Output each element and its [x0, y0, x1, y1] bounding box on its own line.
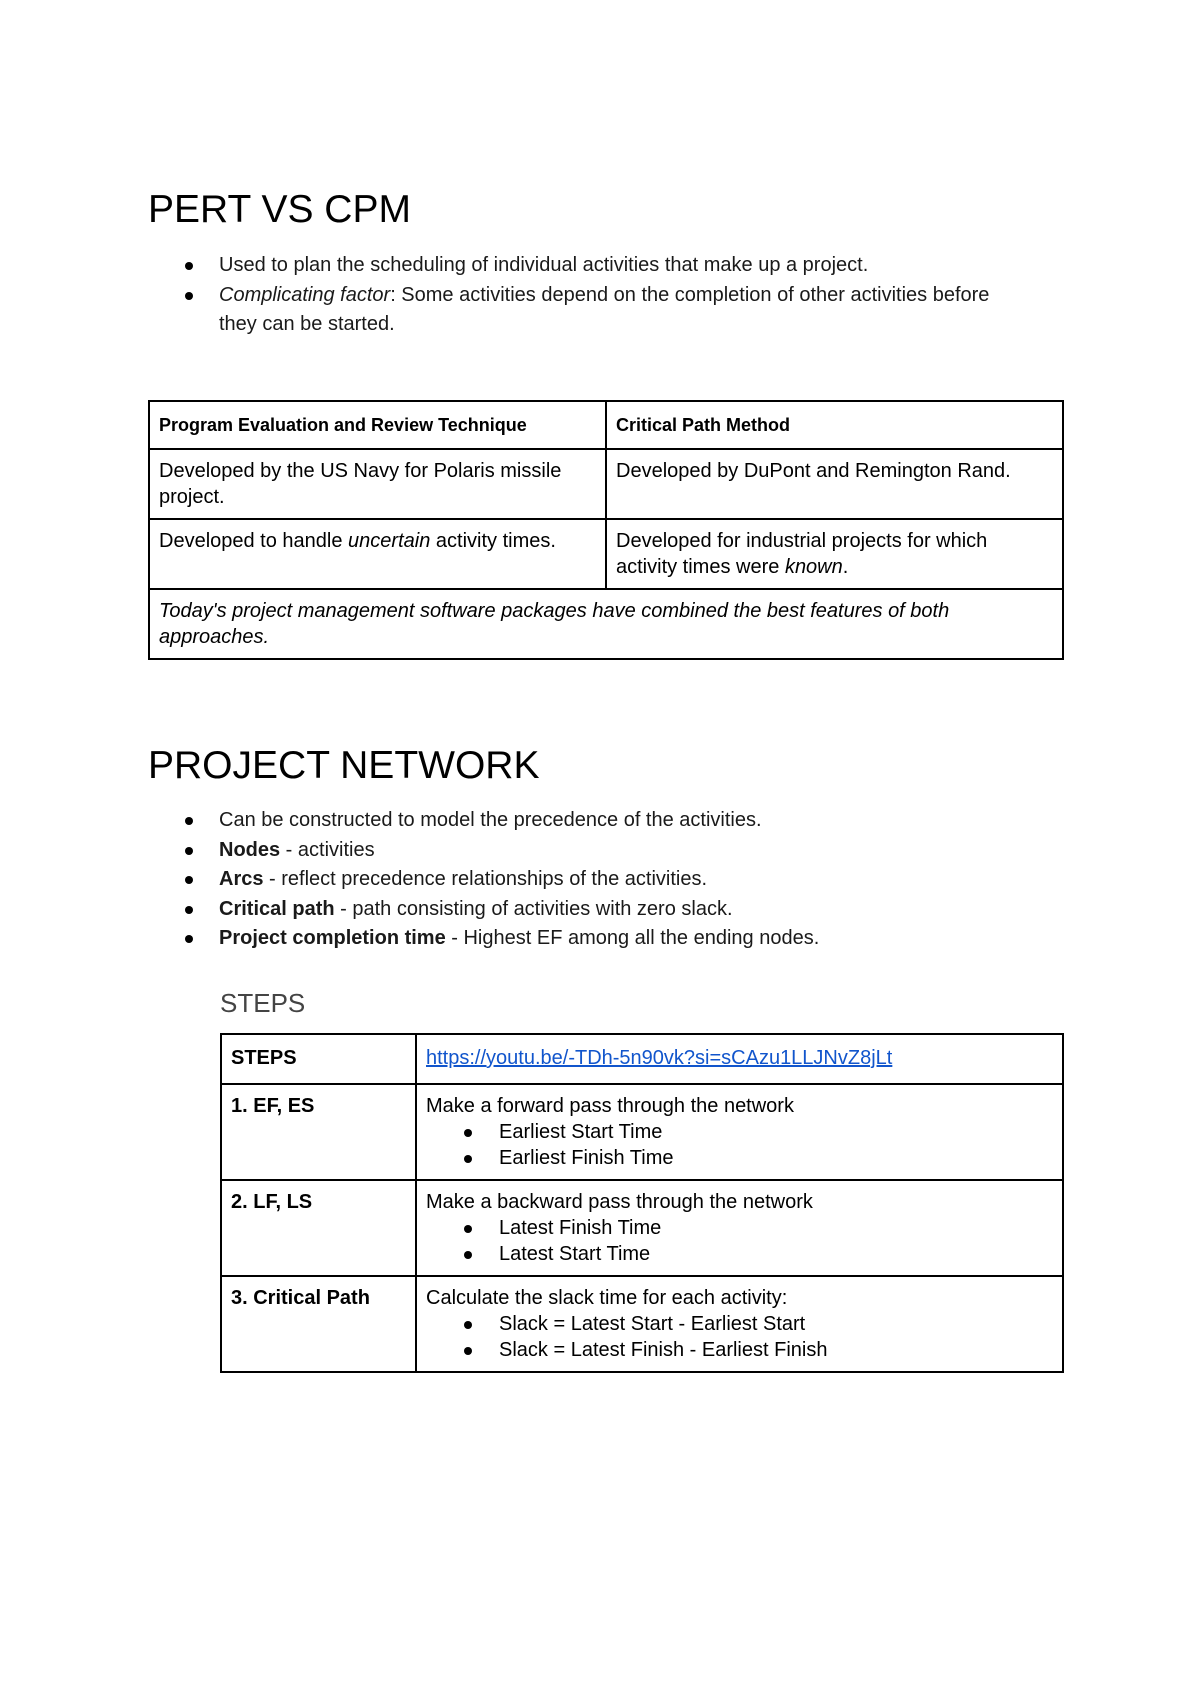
table-footer-row: [149, 589, 1063, 659]
step-label: 3. Critical Path: [221, 1276, 416, 1372]
table-header-cell: [416, 1034, 1063, 1084]
bullet-text: - Highest EF among all the ending nodes.: [445, 927, 820, 949]
table-header-cell: STEPS: [221, 1034, 416, 1084]
list-item: [148, 865, 1064, 895]
cell-text: Developed to handle: [159, 530, 349, 552]
list-item: Earliest Start Time: [426, 1119, 1053, 1145]
subsection-title-steps: STEPS: [220, 988, 306, 1018]
list-item: [148, 251, 1028, 281]
table-row: [221, 1084, 1063, 1180]
bullet-text: - path consisting of activities with zero slack.: [334, 897, 733, 920]
list-item: [148, 836, 1064, 866]
step-description: Make a backward pass through the network: [426, 1191, 813, 1213]
table-cell: [416, 1276, 1063, 1372]
bullet-bold-term: Nodes: [219, 838, 281, 861]
section-title-project-network: PROJECT NETWORK: [148, 744, 540, 787]
table-row: [149, 449, 1063, 519]
bullet-text: Can be constructed to model the precedence of the activities.: [219, 809, 762, 831]
pert-cpm-comparison-table: [148, 400, 1064, 660]
table-row: [221, 1276, 1063, 1372]
youtube-link[interactable]: https://youtu.be/-TDh-5n90vk?si=sCAzu1LLJNvZ8jLt: [426, 1047, 893, 1069]
list-item: Latest Finish Time: [426, 1215, 1053, 1241]
cell-italic-text: known: [784, 556, 843, 578]
step-sub-list: [426, 1119, 1053, 1171]
table-header-row: [149, 401, 1063, 449]
table-cell: Developed by the US Navy for Polaris missile project.: [149, 449, 606, 519]
table-header-row: [221, 1034, 1063, 1084]
table-cell: [416, 1180, 1063, 1276]
list-item: Slack = Latest Start - Earliest Start: [426, 1311, 1053, 1337]
step-label: 2. LF, LS: [221, 1180, 416, 1276]
list-item: Slack = Latest Finish - Earliest Finish: [426, 1337, 1053, 1363]
bullet-text: : Some activities depend on the completion of other activities before they can be started.: [219, 283, 990, 335]
step-description: Make a forward pass through the network: [426, 1095, 794, 1117]
bullet-text: - activities: [280, 838, 375, 861]
step-sub-list: [426, 1311, 1053, 1363]
step-description: Calculate the slack time for each activity:: [426, 1287, 788, 1309]
bullet-text: Used to plan the scheduling of individual activities that make up a project.: [219, 254, 869, 276]
table-footer-cell: Today's project management software packages have combined the best features of both approaches.: [149, 589, 1063, 659]
pert-bullet-list: [148, 251, 1028, 340]
bullet-text: - reflect precedence relationships of the activities.: [263, 868, 708, 890]
bullet-bold-term: Arcs: [219, 868, 264, 890]
cell-text: Developed for industrial projects for which activity times were: [616, 530, 988, 578]
table-cell: [416, 1084, 1063, 1180]
bullet-italic-lead: Complicating factor: [219, 283, 391, 306]
table-header-cell: Critical Path Method: [606, 401, 1063, 449]
step-sub-list: [426, 1215, 1053, 1267]
table-cell: [149, 519, 606, 589]
network-bullet-list: [148, 806, 1064, 954]
bullet-bold-term: Critical path: [219, 897, 335, 920]
step-label: 1. EF, ES: [221, 1084, 416, 1180]
table-cell: [606, 519, 1063, 589]
table-row: [149, 519, 1063, 589]
list-item: [148, 281, 1028, 340]
section-title-pert-vs-cpm: PERT VS CPM: [148, 188, 411, 231]
cell-text: .: [842, 556, 849, 578]
list-item: [148, 895, 1064, 925]
table-row: [221, 1180, 1063, 1276]
list-item: [148, 924, 1064, 954]
list-item: Earliest Finish Time: [426, 1145, 1053, 1171]
cell-italic-text: uncertain: [348, 530, 431, 552]
table-header-cell: Program Evaluation and Review Technique: [149, 401, 606, 449]
list-item: [148, 806, 1064, 836]
steps-table: [220, 1033, 1064, 1373]
list-item: Latest Start Time: [426, 1241, 1053, 1267]
table-cell: Developed by DuPont and Remington Rand.: [606, 449, 1063, 519]
cell-text: activity times.: [430, 530, 556, 552]
bullet-bold-term: Project completion time: [219, 927, 446, 949]
